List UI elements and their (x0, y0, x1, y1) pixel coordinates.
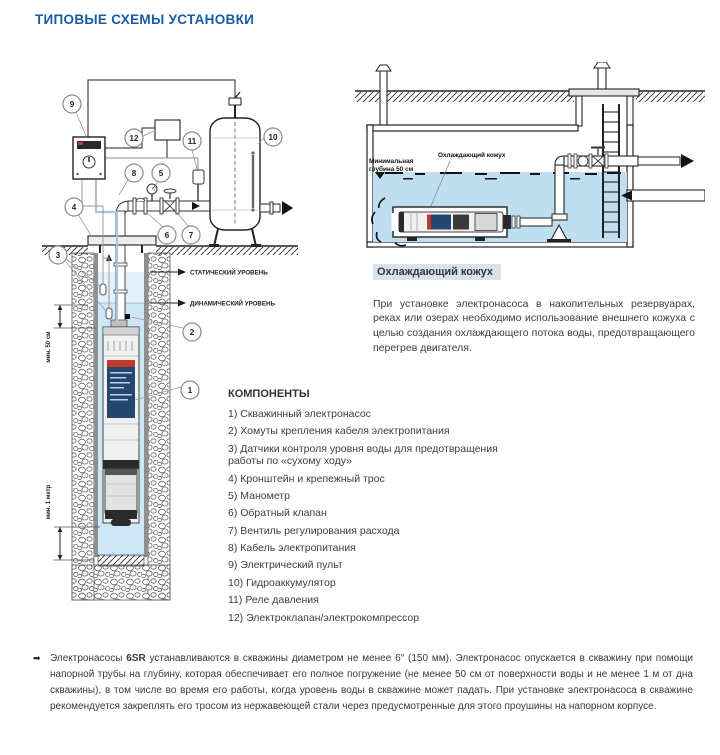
component-item: 7) Вентиль регулирования расхода (228, 524, 400, 537)
footnote (33, 651, 693, 715)
min-1m-label: мин. 1 метр (46, 484, 52, 520)
component-item: 9) Электрический пульт (228, 559, 343, 572)
component-item: 6) Обратный клапан (228, 507, 327, 520)
cooling-jacket-paragraph: При установке электронасоса в накопительных резервуарах, реках или озерах необходимо использование внешнего кожуха с целью создания охлаждающего потока воды, предотвращающего перегрев двигателя. (373, 297, 695, 355)
footnote-paragraph (50, 651, 693, 715)
footnote-arrow-icon: ➡ (33, 653, 41, 663)
callout-9: 9 (69, 100, 75, 109)
min-50cm-label: мин. 50 см (46, 331, 52, 363)
cable-clamp (125, 314, 130, 319)
component-item: 10) Гидроаккумулятор (228, 576, 336, 589)
ground-level (42, 246, 298, 255)
solenoid-compressor-box (155, 120, 180, 140)
callout-2: 2 (189, 328, 195, 337)
component-item: 2) Хомуты крепления кабеля электропитания (228, 425, 450, 438)
components-list (228, 408, 528, 629)
callout-12: 12 (129, 134, 139, 143)
footnote-rest: устанавливаются в скважины диаметром не менее 6″ (150 мм). Электронасос опускается в скважину при помощи напорной трубы на глубину, которая обеспечивает его полное погружение (не менее 50 см от поверхности воды и не менее 1 м от дна скважины), в том числе во время его работы, когда уровень воды в скважине может падать. При установке электронасоса в скважине рекомендуется закреплять его тросом из нержавеющей стали через предусмотренные для этого проушины на напорном корпусе. (50, 653, 694, 712)
ground-level (355, 91, 705, 102)
dynamic-level-label: ДИНАМИЧЕСКИЙ УРОВЕНЬ (190, 300, 275, 308)
component-item: 5) Манометр (228, 489, 290, 502)
callout-4: 4 (71, 203, 77, 212)
pressure-switch (193, 170, 204, 201)
callout-8: 8 (131, 169, 137, 178)
component-item: 8) Кабель электропитания (228, 542, 356, 554)
min-depth-label-line1: Минимальная (369, 158, 414, 165)
callout-6: 6 (164, 231, 170, 240)
static-level-label: СТАТИЧЕСКИЙ УРОВЕНЬ (190, 269, 268, 277)
callout-11: 11 (187, 137, 197, 146)
component-item: 4) Кронштейн и крепежный трос (228, 472, 385, 485)
component-item: 1) Скважинный электронасос (228, 408, 371, 420)
callout-7: 7 (188, 231, 194, 240)
page-title: ТИПОВЫЕ СХЕМЫ УСТАНОВКИ (35, 12, 255, 27)
callout-3: 3 (55, 251, 61, 260)
min-depth-label-line2: глубина 50 см (369, 166, 414, 173)
tank-cooling-jacket-diagram (355, 62, 705, 262)
cooling-jacket-heading: Охлаждающий кожух (373, 264, 501, 280)
submersible-pump (103, 320, 139, 526)
component-item: 11) Реле давления (228, 594, 319, 607)
cooling-jacket-label: Охлаждающий кожух (438, 152, 506, 159)
component-item: 12) Электроклапан/электрокомпрессор (228, 611, 420, 624)
callout-1: 1 (187, 386, 193, 395)
pressure-tank (209, 92, 293, 247)
footnote-model: 6SR (126, 653, 146, 664)
surface-piping (116, 184, 210, 215)
callout-10: 10 (268, 133, 278, 142)
inlet-pipe (621, 190, 705, 201)
callout-5: 5 (158, 169, 164, 178)
components-heading: КОМПОНЕНТЫ (228, 388, 310, 400)
footnote-prefix: Электронасосы (50, 653, 127, 664)
electric-panel (73, 137, 105, 179)
component-item: 3) Датчики контроля уровня воды для предотвращения работы по «сухому ходу» (228, 442, 498, 468)
